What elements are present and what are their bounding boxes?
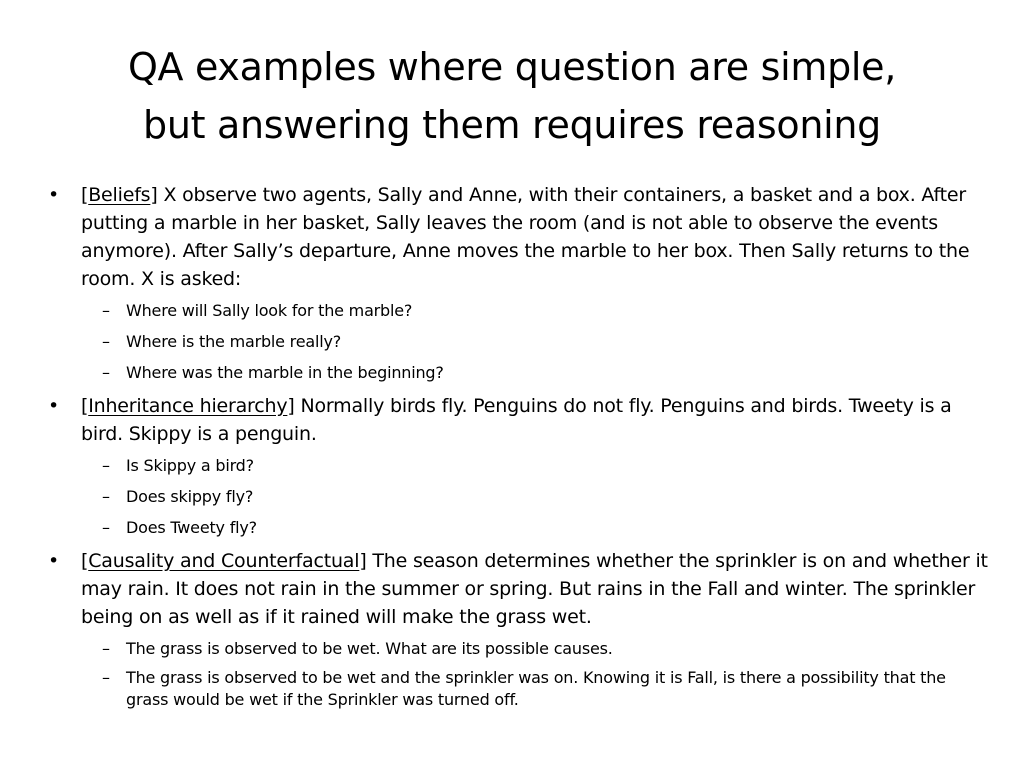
dash-icon: – <box>102 518 110 537</box>
dash-icon: – <box>102 301 110 320</box>
dash-icon: – <box>102 456 110 475</box>
sub-item-text: Where is the marble really? <box>126 332 341 351</box>
sub-item-text: Does Tweety fly? <box>126 518 257 537</box>
sub-item <box>81 484 988 510</box>
bullet-text <box>81 392 988 448</box>
bullet-list <box>48 181 988 717</box>
close-bracket: ] <box>359 550 367 572</box>
sub-item-text: The grass is observed to be wet. What are its possible causes. <box>126 639 613 658</box>
slide-title-line-1: QA examples where question are simple, <box>127 45 897 89</box>
open-bracket: [ <box>81 395 89 417</box>
bullet-body: Normally birds fly. Penguins do not fly. Penguins and birds. Tweety is a bird. Skippy is a penguin. <box>81 395 952 445</box>
sub-list <box>81 298 988 386</box>
slide-title-line-2: but answering them requires reasoning <box>143 103 881 147</box>
sub-item <box>81 515 988 541</box>
sub-item <box>81 360 988 386</box>
bullet-icon: • <box>48 184 60 206</box>
dash-icon: – <box>102 363 110 382</box>
sub-item-text: Where will Sally look for the marble? <box>126 301 413 320</box>
bullet-body: X observe two agents, Sally and Anne, with their containers, a basket and a box. After putting a marble in her basket, Sally leaves the room (and is not able to observe the events anymore). After Sally’s departure, Anne moves the marble to her box. Then Sally returns to the room. X is asked: <box>81 184 970 290</box>
sub-item-text: Does skippy fly? <box>126 487 254 506</box>
sub-list <box>81 636 988 711</box>
bullet-tag: Beliefs <box>88 184 151 206</box>
dash-icon: – <box>102 639 110 658</box>
bullet-item-beliefs <box>48 181 988 386</box>
bullet-tag: Inheritance hierarchy <box>88 395 288 417</box>
sub-item-text: Is Skippy a bird? <box>126 456 254 475</box>
sub-item <box>81 329 988 355</box>
bullet-item-causality <box>48 547 988 711</box>
close-bracket: ] <box>150 184 158 206</box>
dash-icon: – <box>102 668 110 687</box>
bullet-text <box>81 547 988 631</box>
sub-list <box>81 453 988 541</box>
sub-item <box>81 298 988 324</box>
sub-item-text: The grass is observed to be wet and the sprinkler was on. Knowing it is Fall, is there a possibility that the grass would be wet if the Sprinkler was turned off. <box>126 668 946 709</box>
open-bracket: [ <box>81 184 89 206</box>
sub-item <box>81 636 988 662</box>
slide-title <box>20 38 1004 154</box>
bullet-text <box>81 181 988 293</box>
bullet-item-inheritance <box>48 392 988 541</box>
sub-item-text: Where was the marble in the beginning? <box>126 363 444 382</box>
dash-icon: – <box>102 487 110 506</box>
bullet-body: The season determines whether the sprinkler is on and whether it may rain. It does not rain in the summer or spring. But rains in the Fall and winter. The sprinkler being on as well as if it rained will make the grass wet. <box>81 550 988 628</box>
bullet-icon: • <box>48 550 60 572</box>
sub-item <box>81 453 988 479</box>
bullet-icon: • <box>48 395 60 417</box>
open-bracket: [ <box>81 550 89 572</box>
sub-item <box>81 667 988 711</box>
bullet-tag: Causality and Counterfactual <box>88 550 360 572</box>
dash-icon: – <box>102 332 110 351</box>
close-bracket: ] <box>287 395 295 417</box>
